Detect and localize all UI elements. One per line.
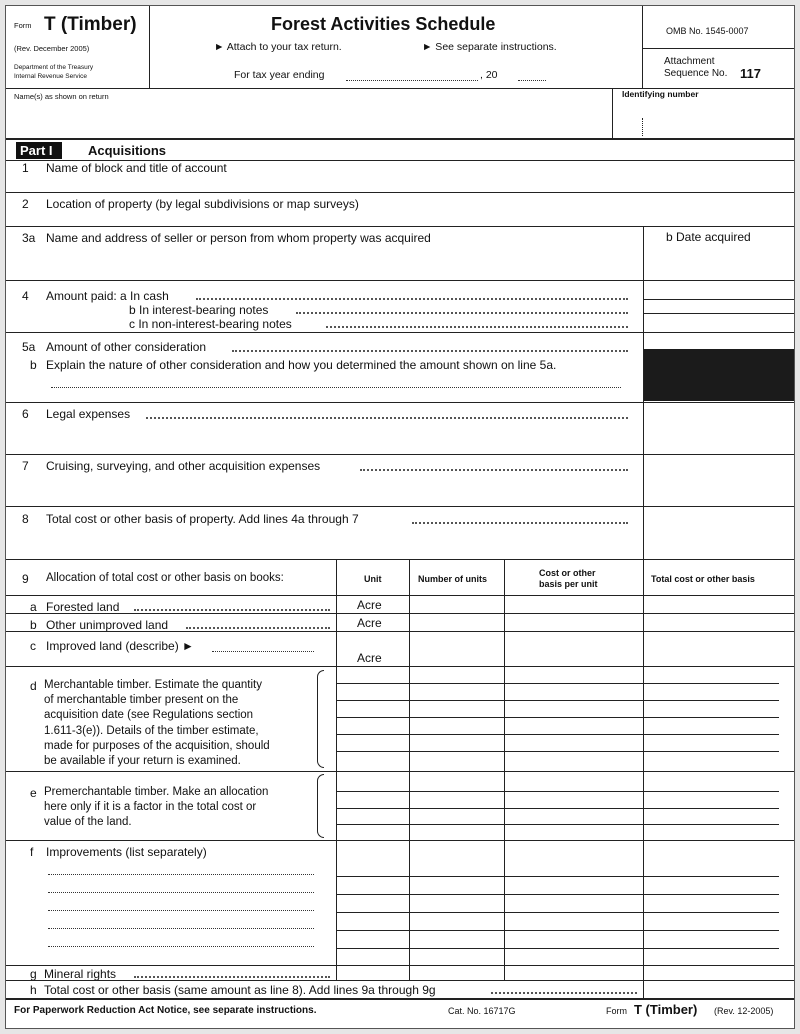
improvement-field-5[interactable] [48,946,314,947]
line9g-label: Mineral rights [44,967,117,981]
leader [296,312,628,314]
line7-number: 7 [22,459,29,473]
line5b-label: Explain the nature of other consideration and how you determined the amount shown on line 5a. [46,358,557,372]
line9d-text-line: of merchantable timber present on the [44,694,239,707]
leader [412,522,628,524]
line4-number: 4 [22,289,29,303]
rule [6,613,795,614]
line9d-text-line: acquisition date (see Regulations section [44,709,254,722]
line1-number: 1 [22,161,29,175]
line9-number: 9 [22,572,29,586]
names-field[interactable] [14,104,604,136]
form-word: Form [14,21,32,30]
line4c-amount[interactable] [648,316,792,326]
col-divider-total [643,559,644,980]
revision-date: (Rev. December 2005) [14,44,90,53]
line8-amount[interactable] [648,512,792,552]
line9e-brace [317,774,324,838]
col-cost-line2: basis per unit [539,579,598,589]
attach-instruction: ► Attach to your tax return. [214,41,342,53]
identifying-number-label: Identifying number [622,89,699,99]
rule [6,454,795,455]
form-title: Forest Activities Schedule [271,14,496,34]
improvement-field-4[interactable] [48,928,314,929]
header-divider-left [149,6,150,88]
line2-field[interactable] [46,212,786,224]
line9e-letter: e [30,786,37,800]
col-cost-line1: Cost or other [539,568,596,578]
line9-label: Allocation of total cost or other basis on books: [46,572,284,584]
line5a-label: Amount of other consideration [46,340,207,354]
rule [336,824,779,825]
line9g-letter: g [30,967,37,981]
part-title: Acquisitions [88,143,167,158]
see-instructions: ► See separate instructions. [422,41,557,53]
rule [6,332,795,333]
line1-label: Name of block and title of account [46,161,227,175]
line9c-description-field[interactable] [212,651,314,652]
rule [643,299,795,300]
line3a-number: 3a [22,231,36,245]
col-number-of-units: Number of units [418,574,487,584]
col-divider-cost [504,559,505,980]
rule [336,808,779,809]
line9h-divider [643,980,644,998]
form-page [5,5,795,1029]
rule [6,840,795,841]
line5a-number: 5a [22,340,36,354]
rule [6,402,795,403]
leader [134,609,330,611]
line9h-label: Total cost or other basis (same amount as line 8). Add lines 9a through 9g [44,983,436,997]
line4a-label: Amount paid: a In cash [46,289,169,303]
line7-amount[interactable] [648,460,792,500]
footer-form-name: T (Timber) [634,1002,698,1017]
line8-number: 8 [22,512,29,526]
line9f-letter: f [30,845,34,859]
shaded-area [644,349,795,401]
line9d-text [44,678,270,769]
rule [6,771,795,772]
rule [6,559,795,560]
rule [6,980,795,981]
sequence-label: Sequence No. [664,68,728,79]
catalog-number: Cat. No. 16717G [448,1006,516,1016]
line9b-label: Other unimproved land [46,618,169,632]
tax-year-label: For tax year ending [234,69,325,81]
line9d-text-line: 1.611-3(e)). Details of the timber estimate, [44,724,259,737]
line9h-amount[interactable] [648,982,792,996]
rule [6,631,795,632]
line5b-letter: b [30,358,37,372]
line9e-text-line: Premerchantable timber. Make an allocation [44,786,269,798]
part-badge: Part I [16,142,62,159]
line9d-text-line: made for purposes of the acquisition, should [44,739,270,752]
leader [326,326,628,328]
line9c-letter: c [30,639,36,653]
leader [196,298,628,300]
col-divider-units [409,559,410,980]
rule [6,226,795,227]
rule [336,700,779,701]
tax-year-century: , 20 [480,69,498,81]
paperwork-notice: For Paperwork Reduction Act Notice, see separate instructions. [14,1005,317,1016]
id-separator [642,118,643,136]
header-divider-right [642,6,643,88]
col-divider-unit [336,559,337,980]
line2-number: 2 [22,197,29,211]
improvement-field-3[interactable] [48,910,314,911]
footer-revision: (Rev. 12-2005) [714,1006,774,1016]
line9e-text [44,785,268,831]
line3a-field[interactable] [46,248,636,278]
rule [6,666,795,667]
line5a-amount[interactable] [648,338,792,348]
part-divider [6,138,795,140]
line4b-label: b In interest-bearing notes [129,303,269,317]
leader [186,627,330,629]
attachment-label: Attachment [664,56,715,67]
line9e-text-line: here only if it is a factor in the total cost or [44,801,257,814]
line4c-label: c In non-interest-bearing notes [129,317,292,331]
line5b-explanation-field[interactable] [51,387,621,388]
improvement-field-2[interactable] [48,892,314,893]
line1-field[interactable] [46,176,786,190]
rule [6,192,795,193]
rule [336,751,779,752]
tax-year-field[interactable] [518,80,546,81]
rule [6,595,795,596]
line3a-label: Name and address of seller or person from whom property was acquired [46,231,431,245]
tax-year-ending-field[interactable] [346,80,478,81]
col-total: Total cost or other basis [651,574,755,584]
line9d-text-line: be available if your return is examined. [44,755,241,768]
rule [336,717,779,718]
rule [336,912,779,913]
rule [336,734,779,735]
rule [336,894,779,895]
line9d-letter: d [30,679,37,693]
line9a-letter: a [30,600,37,614]
line9d-text-line: Merchantable timber. Estimate the quantity [44,679,262,691]
rule [336,930,779,931]
line9e-text-line: value of the land. [44,816,132,829]
rule [6,280,795,281]
names-label: Name(s) as shown on return [14,92,109,101]
line4b-amount[interactable] [648,302,792,312]
department: Department of the Treasury [14,64,94,71]
line8-label: Total cost or other basis of property. Add lines 4a through 7 [46,512,359,526]
leader [360,469,628,471]
agency: Internal Revenue Service [14,73,87,80]
line9c-unit: Acre [357,651,382,665]
leader [146,417,628,419]
line9c-label: Improved land (describe) ► [46,639,194,653]
rule [336,948,779,949]
rule [643,313,795,314]
line9d-brace [317,670,324,768]
sequence-number: 117 [740,66,761,81]
line6-label: Legal expenses [46,407,131,421]
omb-number: OMB No. 1545-0007 [666,26,749,36]
rule [6,506,795,507]
rule [336,876,779,877]
footer-form-word: Form [606,1006,627,1016]
line6-amount[interactable] [648,408,792,448]
line3b-label: b Date acquired [666,230,751,244]
line6-number: 6 [22,407,29,421]
leader [491,992,637,994]
line9h-letter: h [30,983,37,997]
date-acquired-field[interactable] [648,246,792,278]
rule [6,965,795,966]
line9b-letter: b [30,618,37,632]
form-name: T (Timber) [44,14,137,35]
rule [336,683,779,684]
footer-rule [6,998,795,1000]
omb-rule [642,48,795,49]
rule [336,791,779,792]
col-unit: Unit [364,574,382,584]
improvement-field-1[interactable] [48,874,314,875]
leader [134,976,330,978]
leader [232,350,628,352]
line7-label: Cruising, surveying, and other acquisition expenses [46,459,321,473]
id-divider [612,88,613,138]
line9b-unit: Acre [357,616,382,630]
identifying-number-field[interactable] [618,102,790,136]
line9f-label: Improvements (list separately) [46,845,207,859]
line4a-amount[interactable] [648,288,792,298]
line2-label: Location of property (by legal subdivisions or map surveys) [46,197,359,211]
line9a-label: Forested land [46,600,120,614]
line9a-unit: Acre [357,598,382,612]
